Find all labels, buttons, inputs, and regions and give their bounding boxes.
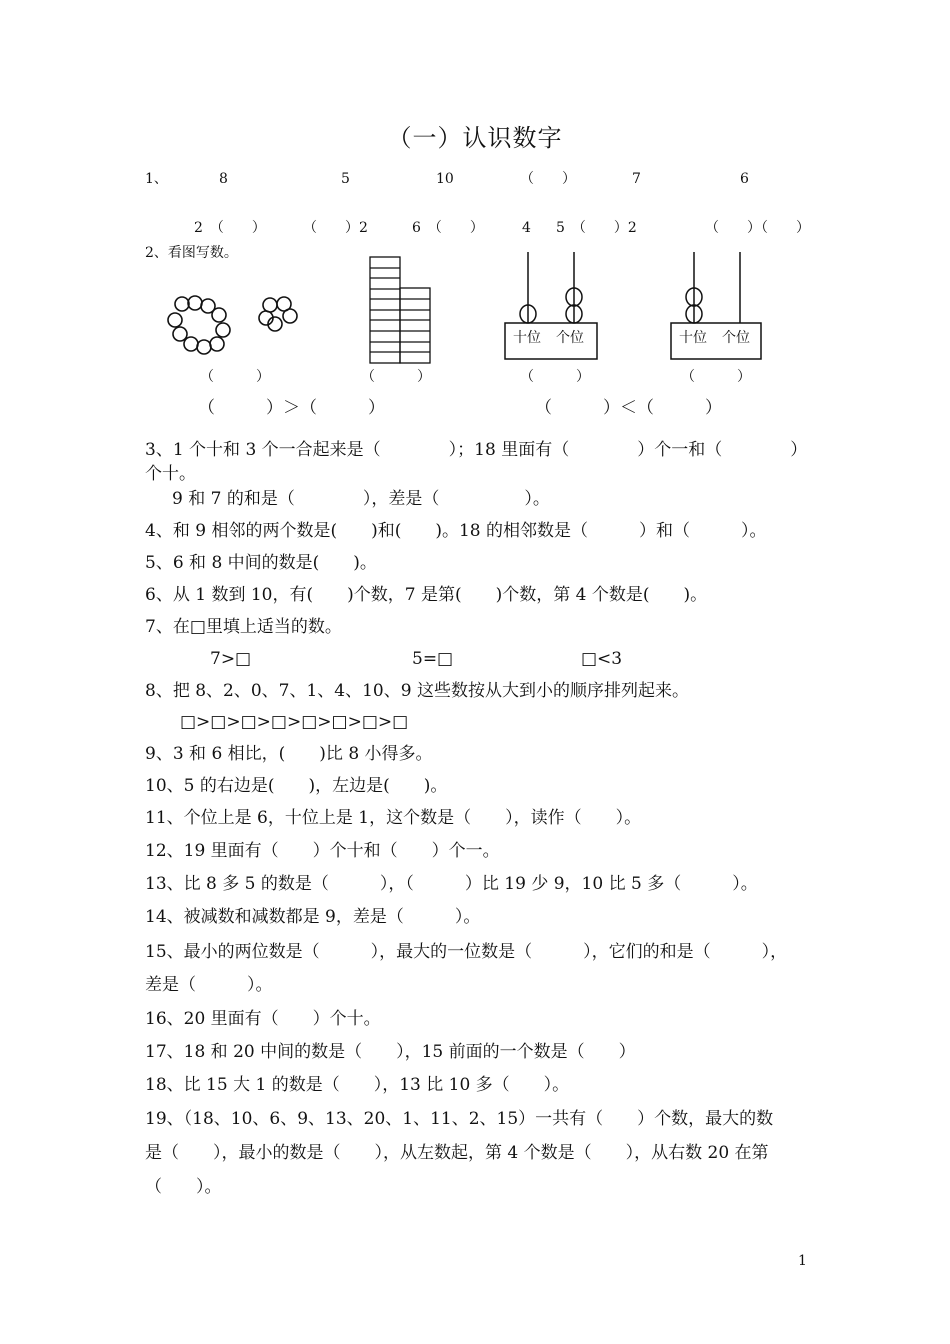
q1-r1-item: 8 <box>219 171 228 187</box>
question-line: 4、和 9 相邻的两个数是( )和( )。18 的相邻数是（ ）和（ ）。 <box>145 521 767 541</box>
question-line: 差是（ ）。 <box>145 975 273 995</box>
question-line: 17、18 和 20 中间的数是（ ），15 前面的一个数是（ ） <box>145 1042 636 1062</box>
abacus-tens-label: 十位 <box>513 330 541 346</box>
q2-figures <box>0 0 950 420</box>
q1-label: 1、 <box>145 171 168 187</box>
q2-label: 2、看图写数。 <box>145 245 238 261</box>
q1-r2-item: 5 （ ）2 <box>556 220 637 236</box>
question-line: 14、被减数和减数都是 9，差是（ ）。 <box>145 907 481 927</box>
answer-blank: （ ） <box>681 369 751 385</box>
question-line: 5、6 和 8 中间的数是( )。 <box>145 553 377 573</box>
question-line: 12、19 里面有（ ）个十和（ ）个一。 <box>145 841 500 861</box>
question-line: 10、5 的右边是( )，左边是( )。 <box>145 776 448 796</box>
circle-cluster-figure <box>259 297 297 331</box>
q1-r2-item: 2 （ ） <box>194 220 266 236</box>
compare-less: （ ）＜（ ） <box>535 398 722 418</box>
answer-blank: （ ） <box>361 369 431 385</box>
abacus-tens-label: 十位 <box>679 330 707 346</box>
question-line: 9 和 7 的和是（ ），差是（ ）。 <box>172 489 550 509</box>
question-line: 16、20 里面有（ ）个十。 <box>145 1009 381 1029</box>
abacus-ones-label: 个位 <box>556 330 584 346</box>
question-line: 3、1 个十和 3 个一合起来是（ ）；18 里面有（ ）个一和（ ） <box>145 440 808 460</box>
question-line: □>□>□>□>□>□>□>□ <box>180 712 409 732</box>
question-line: 7>□ <box>210 649 252 669</box>
page-title: （一）认识数字 <box>387 124 563 152</box>
q1-r1-item: （ ） <box>520 171 576 187</box>
question-line: 8、把 8、2、0、7、1、4、10、9 这些数按从大到小的顺序排列起来。 <box>145 681 689 701</box>
q1-r1-item: 7 <box>632 171 641 187</box>
q1-r2-item: （ ）2 <box>303 220 368 236</box>
question-line: 个十。 <box>145 464 196 484</box>
question-line: □<3 <box>581 649 623 669</box>
question-line: 11、个位上是 6，十位上是 1，这个数是（ ），读作（ ）。 <box>145 808 642 828</box>
question-line: （ ）。 <box>145 1177 222 1197</box>
question-line: 18、比 15 大 1 的数是（ ），13 比 10 多（ ）。 <box>145 1075 570 1095</box>
question-line: 6、从 1 数到 10，有( )个数，7 是第( )个数，第 4 个数是( )。 <box>145 585 708 605</box>
answer-blank: （ ） <box>520 369 590 385</box>
q1-r2-item: 6 （ ） <box>412 220 484 236</box>
question-line: 13、比 8 多 5 的数是（ ），（ ）比 19 少 9，10 比 5 多（ ）。 <box>145 874 758 894</box>
q1-r1-item: 10 <box>436 171 454 187</box>
q1-r2-item: 4 <box>522 220 531 236</box>
question-line: 19、（18、10、6、9、13、20、1、11、2、15）一共有（ ）个数，最大的数 <box>145 1109 774 1129</box>
page-number: 1 <box>798 1253 807 1269</box>
q1-r1-item: 6 <box>740 171 749 187</box>
question-line: 9、3 和 6 相比，( )比 8 小得多。 <box>145 744 433 764</box>
question-line: 7、在□里填上适当的数。 <box>145 617 342 637</box>
circle-ring-figure <box>168 296 230 354</box>
question-line: 5=□ <box>412 649 454 669</box>
q1-r1-item: 5 <box>341 171 350 187</box>
abacus-ones-label: 个位 <box>722 330 750 346</box>
block-stacks-figure <box>370 257 430 363</box>
question-line: 15、最小的两位数是（ ），最大的一位数是（ ），它们的和是（ ）， <box>145 942 788 962</box>
q1-r2-item: （ ）（ ） <box>705 220 810 236</box>
question-line: 是（ ），最小的数是（ ），从左数起，第 4 个数是（ ），从右数 20 在第 <box>145 1143 769 1163</box>
answer-blank: （ ） <box>200 369 270 385</box>
compare-greater: （ ）＞（ ） <box>198 398 385 418</box>
